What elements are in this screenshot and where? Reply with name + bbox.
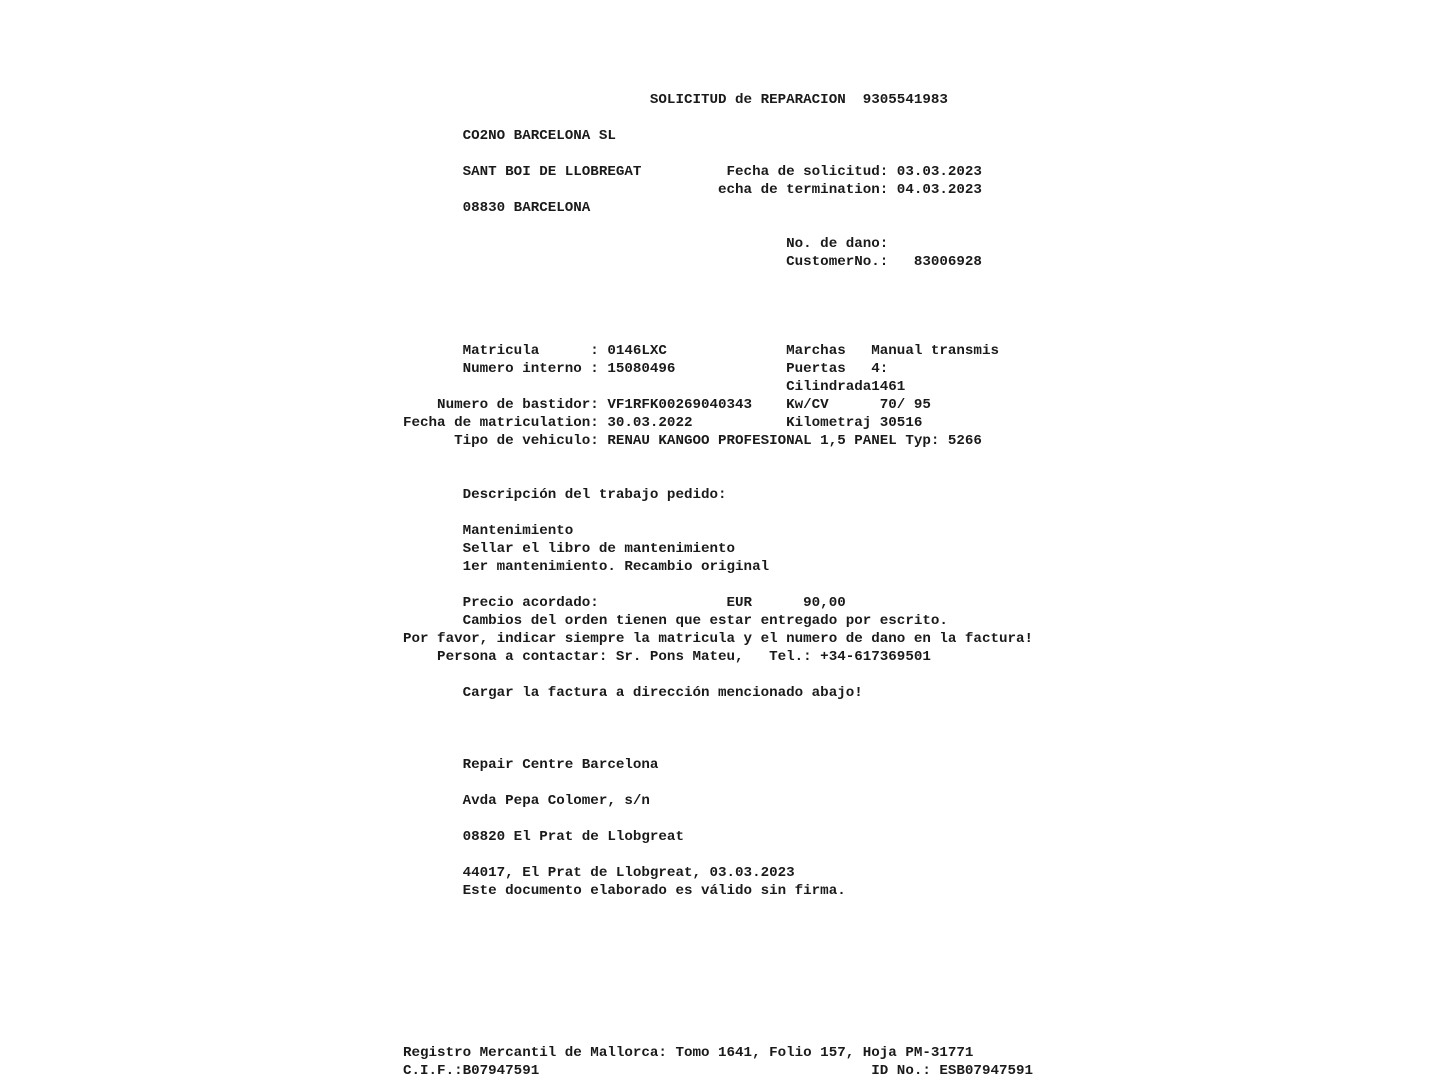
vehicle-type-line: Tipo de vehiculo: RENAU KANGOO PROFESIONAL 1,5 PANEL Typ: 5266 xyxy=(403,433,982,449)
tax-id-footer-line: C.I.F.:B07947591 ID No.: ESB07947591 xyxy=(403,1063,1034,1079)
order-changes-note: Cambios del orden tienen que estar entregado por escrito. xyxy=(403,613,948,629)
repair-centre-street: Avda Pepa Colomer, s/n xyxy=(403,793,650,809)
validity-note: Este documento elaborado es válido sin firma. xyxy=(403,883,846,899)
work-item-line: Sellar el libro de mantenimiento xyxy=(403,541,736,557)
registry-footer-line: Registro Mercantil de Mallorca: Tomo 1641, Folio 157, Hoja PM-31771 xyxy=(403,1045,974,1061)
city-request-date-line: SANT BOI DE LLOBREGAT Fecha de solicitud: 03.03.2023 xyxy=(403,164,982,180)
repair-centre-name: Repair Centre Barcelona xyxy=(403,757,659,773)
registration-mileage-line: Fecha de matriculation: 30.03.2022 Kilometraj 30516 xyxy=(403,415,923,431)
place-date-line: 44017, El Prat de Llobgreat, 03.03.2023 xyxy=(403,865,795,881)
damage-number-line: No. de dano: xyxy=(403,236,889,252)
repair-centre-city: 08820 El Prat de Llobgreat xyxy=(403,829,684,845)
customer-number-line: CustomerNo.: 83006928 xyxy=(403,254,982,270)
document-title-line: SOLICITUD de REPARACION 9305541983 xyxy=(403,92,948,108)
termination-date-line: echa de termination: 04.03.2023 xyxy=(403,182,982,198)
displacement-line: Cilindrada1461 xyxy=(403,379,906,395)
work-description-heading: Descripción del trabajo pedido: xyxy=(403,487,727,503)
postal-code-line: 08830 BARCELONA xyxy=(403,200,591,216)
invoice-instruction-note: Por favor, indicar siempre la matricula y el numero de dano en la factura! xyxy=(403,631,1034,647)
invoice-address-note: Cargar la factura a dirección mencionado abajo! xyxy=(403,685,863,701)
work-item-line: Mantenimiento xyxy=(403,523,574,539)
contact-person-line: Persona a contactar: Sr. Pons Mateu, Tel.: +34-617369501 xyxy=(403,649,931,665)
plate-transmission-line: Matricula : 0146LXC Marchas Manual transmis xyxy=(403,343,999,359)
agreed-price-line: Precio acordado: EUR 90,00 xyxy=(403,595,846,611)
company-name-line: CO2NO BARCELONA SL xyxy=(403,128,616,144)
internal-number-doors-line: Numero interno : 15080496 Puertas 4: xyxy=(403,361,889,377)
work-item-line: 1er mantenimiento. Recambio original xyxy=(403,559,770,575)
chassis-power-line: Numero de bastidor: VF1RFK00269040343 Kw/CV 70/ 95 xyxy=(403,397,931,413)
